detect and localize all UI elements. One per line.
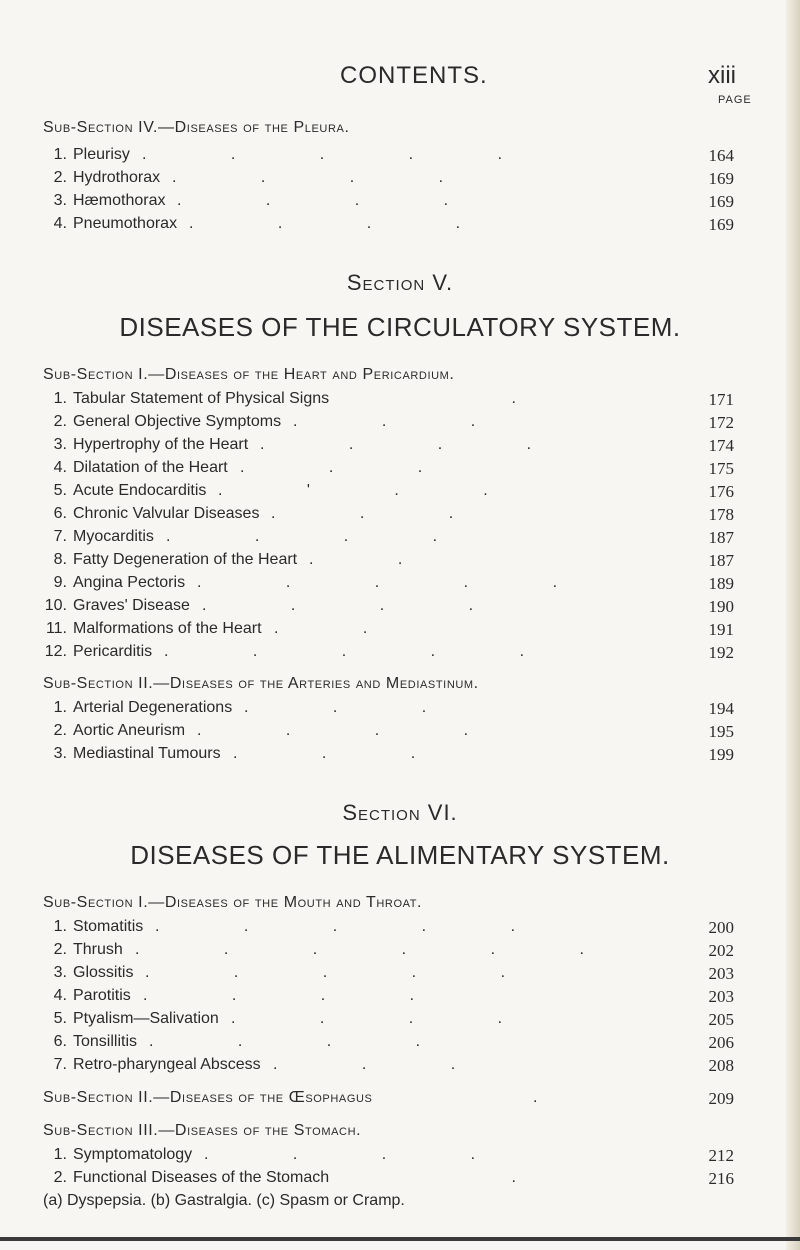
entry-page-number: 191 (708, 620, 734, 639)
toc-entry[interactable] (43, 1033, 733, 1057)
entry-page-number: 169 (708, 215, 734, 234)
dot-leader: . (511, 1169, 516, 1186)
entry-page-number: 192 (708, 643, 734, 662)
entry-title: Hæmothorax (73, 192, 166, 209)
entry-page-number: 176 (708, 482, 734, 501)
toc-entry[interactable] (43, 459, 733, 483)
toc-entry[interactable] (43, 413, 733, 437)
toc-entry[interactable] (43, 169, 733, 193)
section-title: DISEASES OF THE CIRCULATORY SYSTEM. (119, 312, 681, 342)
entry-page-number: 175 (708, 459, 734, 478)
dot-leader: . . . (271, 505, 494, 522)
toc-entry[interactable] (43, 215, 733, 239)
dot-leader: . . . . . (142, 146, 543, 163)
entry-number: 5. (53, 482, 67, 499)
entry-page-number: 205 (708, 1010, 734, 1029)
subsection-heading: Sub-Section III.—Diseases of the Stomach. (43, 1122, 362, 1139)
entry-title: Fatty Degeneration of the Heart (73, 551, 298, 568)
entry-title: Pleurisy (73, 146, 130, 163)
dot-leader: . . . . (149, 1033, 461, 1050)
entry-title: Angina Pectoris (73, 574, 186, 591)
toc-entry[interactable] (43, 941, 733, 965)
dot-leader: . . . . (177, 192, 489, 209)
entry-page-number: 209 (708, 1089, 734, 1108)
entry-title: Hydrothorax (73, 169, 161, 186)
dot-leader: . . . . . (197, 574, 598, 591)
entry-title: Pericarditis (73, 643, 153, 660)
dot-leader: . ' . . (218, 482, 528, 499)
toc-entry[interactable] (43, 192, 733, 216)
entry-page-number: 199 (708, 745, 734, 764)
entry-number: 12. (44, 643, 67, 660)
entry-page-number: 169 (708, 192, 734, 211)
dot-leader: . . . . (231, 1010, 543, 1027)
entry-number: 3. (53, 192, 67, 209)
dot-leader: . . . . . (155, 918, 556, 935)
subsection-heading: Sub-Section II.—Diseases of the Œsophagus (43, 1089, 373, 1106)
entry-page-number: 195 (708, 722, 734, 741)
dot-leader: . . . . . . (135, 941, 624, 958)
dot-leader: . . . (273, 1056, 496, 1073)
entry-page-number: 178 (708, 505, 734, 524)
toc-entry[interactable] (43, 722, 733, 746)
entry-page-number: 216 (708, 1169, 734, 1188)
toc-entry[interactable] (43, 436, 733, 460)
section-title: DISEASES OF THE ALIMENTARY SYSTEM. (130, 840, 670, 870)
entry-page-number: 194 (708, 699, 734, 718)
entry-number: 6. (53, 1033, 67, 1050)
entry-title: Tabular Statement of Physical Signs (73, 390, 330, 407)
toc-entry[interactable] (43, 528, 733, 552)
dot-leader: . . . . (260, 436, 572, 453)
toc-entry[interactable] (43, 1010, 733, 1034)
entry-number: 4. (53, 987, 67, 1004)
entry-title: Symptomatology (73, 1146, 193, 1163)
dot-leader: . . . (293, 413, 516, 430)
entry-number: 2. (53, 941, 67, 958)
toc-entry[interactable] (43, 643, 733, 667)
entry-number: 10. (44, 597, 67, 614)
entry-title: Retro-pharyngeal Abscess (73, 1056, 261, 1073)
entry-title: Chronic Valvular Diseases (73, 505, 260, 522)
dot-leader: . (511, 390, 516, 407)
toc-entry[interactable] (43, 964, 733, 988)
entry-number: 3. (53, 964, 67, 981)
dot-leader: . . (309, 551, 443, 568)
entry-number: 1. (53, 390, 67, 407)
entry-page-number: 202 (708, 941, 734, 960)
section-label: Section VI. (342, 800, 458, 825)
entry-title: Functional Diseases of the Stomach (73, 1169, 330, 1186)
entry-page-number: 171 (708, 390, 734, 409)
entry-number: 2. (53, 169, 67, 186)
entry-number: 1. (53, 699, 67, 716)
entry-number: 2. (53, 413, 67, 430)
entry-title: Mediastinal Tumours (73, 745, 221, 762)
page-number: xiii (708, 62, 736, 89)
toc-entry[interactable] (43, 699, 733, 723)
entry-number: 3. (53, 436, 67, 453)
toc-entry[interactable] (43, 146, 733, 170)
toc-entry[interactable] (43, 745, 733, 769)
entry-page-number: 200 (708, 918, 734, 937)
section-label: Section V. (346, 270, 454, 295)
entry-page-number: 212 (708, 1146, 734, 1165)
entry-number: 11. (45, 620, 67, 637)
subsection-heading: Sub-Section IV.—Diseases of the Pleura. (43, 119, 350, 136)
entry-page-number: 189 (708, 574, 734, 593)
entry-page-number: 164 (708, 146, 734, 165)
entry-title: Stomatitis (73, 918, 144, 935)
entry-number: 4. (53, 215, 67, 232)
entry-number: 6. (53, 505, 67, 522)
entry-number: 2. (53, 1169, 67, 1186)
toc-entry[interactable] (43, 390, 733, 414)
running-header: CONTENTS. (340, 62, 488, 89)
entry-title: Arterial Degenerations (73, 699, 233, 716)
dot-leader: . . . . (166, 528, 478, 545)
dot-leader: . . . (244, 699, 467, 716)
dot-leader: . . . . (172, 169, 484, 186)
entry-title: Tonsillitis (73, 1033, 138, 1050)
entry-title: Malformations of the Heart (73, 620, 262, 637)
toc-entry[interactable] (43, 574, 733, 598)
entry-title: Parotitis (73, 987, 131, 1004)
entry-title: Dilatation of the Heart (73, 459, 228, 476)
dot-leader: . . . . (143, 987, 455, 1004)
entry-title: Hypertrophy of the Heart (73, 436, 249, 453)
toc-entry[interactable] (43, 505, 733, 529)
dot-leader: . . . (233, 745, 456, 762)
entry-page-number: 190 (708, 597, 734, 616)
entry-number: 4. (53, 459, 67, 476)
toc-entry[interactable] (43, 1146, 733, 1170)
entry-page-number: 187 (708, 528, 734, 547)
dot-leader: . . . . . (145, 964, 546, 981)
entry-title: Thrush (73, 941, 123, 958)
entry-title: Graves' Disease (73, 597, 190, 614)
entry-title: Aortic Aneurism (73, 722, 186, 739)
entry-page-number: 172 (708, 413, 734, 432)
page-column-label: PAGE (718, 94, 752, 106)
toc-entry[interactable] (43, 1089, 733, 1113)
toc-entry[interactable] (43, 1169, 733, 1193)
entry-title: Acute Endocarditis (73, 482, 207, 499)
dot-leader: . . . . . (164, 643, 565, 660)
dot-leader: . . . . (197, 722, 509, 739)
entry-number: 3. (53, 745, 67, 762)
entry-number: 8. (53, 551, 67, 568)
entry-number: 5. (53, 1010, 67, 1027)
subsection-heading: Sub-Section I.—Diseases of the Heart and Pericardium. (43, 366, 455, 383)
dot-leader: . . (274, 620, 408, 637)
entry-page-number: 203 (708, 964, 734, 983)
entry-title: General Objective Symptoms (73, 413, 282, 430)
dot-leader: . (533, 1089, 538, 1106)
entry-number: 1. (53, 1146, 67, 1163)
entry-page-number: 187 (708, 551, 734, 570)
entry-number: 7. (53, 528, 67, 545)
entry-title: Myocarditis (73, 528, 154, 545)
toc-entry[interactable] (43, 1056, 733, 1080)
subentry-note: (a) Dyspepsia. (b) Gastralgia. (c) Spasm or Cramp. (43, 1192, 405, 1209)
toc-entry[interactable] (43, 987, 733, 1011)
entry-number: 1. (53, 146, 67, 163)
toc-entry[interactable] (43, 620, 733, 644)
toc-entry[interactable] (43, 551, 733, 575)
subsection-heading: Sub-Section II.—Diseases of the Arteries and Mediastinum. (43, 675, 479, 692)
dot-leader: . . . . (204, 1146, 516, 1163)
entry-number: 2. (53, 722, 67, 739)
subsection-heading: Sub-Section I.—Diseases of the Mouth and Throat. (43, 894, 423, 911)
entry-number: 7. (53, 1056, 67, 1073)
entry-number: 9. (53, 574, 67, 591)
toc-entry[interactable] (43, 482, 733, 506)
bottom-rule (0, 1237, 800, 1241)
entry-page-number: 208 (708, 1056, 734, 1075)
entry-page-number: 174 (708, 436, 734, 455)
page-edge (786, 0, 800, 1250)
dot-leader: . . . (240, 459, 463, 476)
toc-entry[interactable] (43, 597, 733, 621)
entry-page-number: 206 (708, 1033, 734, 1052)
entry-page-number: 169 (708, 169, 734, 188)
entry-title: Glossitis (73, 964, 134, 981)
entry-title: Pneumothorax (73, 215, 178, 232)
dot-leader: . . . . (189, 215, 501, 232)
entry-title: Ptyalism—Salivation (73, 1010, 219, 1027)
toc-entry[interactable] (43, 918, 733, 942)
entry-page-number: 203 (708, 987, 734, 1006)
dot-leader: . . . . (202, 597, 514, 614)
entry-number: 1. (53, 918, 67, 935)
